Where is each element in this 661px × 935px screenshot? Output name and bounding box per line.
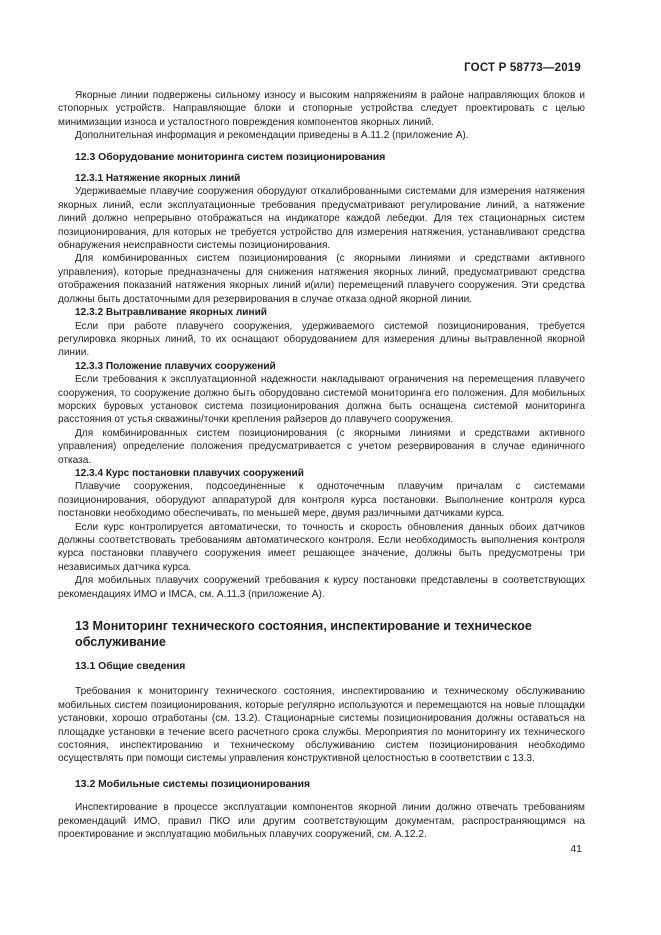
paragraph: Плавучие сооружения, подсоединенные к одноточечным плавучим причалам с системами позиционирования, оборудуют аппаратурой для контроля курса постановки. Выполнение контроля курса постановки необходимо обеспечивать, по меньшей мере, двумя различными датчиками курса. [58,481,585,520]
subsection-heading-12-3-4: 12.3.4 Курс постановки плавучих сооружений [75,467,304,479]
paragraph: Если при работе плавучего сооружения, удерживаемого системой позиционирования, требуется регулировка якорных линий, то их оснащают оборудованием для измерения длины вытравленной якорной линии. [58,320,585,359]
subsection-heading-12-3-1: 12.3.1 Натяжение якорных линий [75,173,241,185]
paragraph: Если курс контролируется автоматически, то точность и скорость обновления данных обоих датчиков должны соответствовать требованиям автоматического контроля. Если необходимость выполнения контроля курса постановки плавучего сооружения имеет решающее значение, должны быть предусмотрены три независимых датчика курса. [58,521,585,573]
section-heading-12-3: 12.3 Оборудование мониторинга систем позиционирования [75,151,386,163]
paragraph: Для комбинированных систем позиционирования (с якорными линиями и средствами активного управления) определение положения предусматривается с учетом резервирования в случае единичного отказа. [58,427,585,466]
paragraph: Для комбинированных систем позиционирования (с якорными линиями и средствами активного управления), которые предназначены для снижения натяжения якорных линий, предусматривают средства отображения показаний натяжения якорных линий и(или) перемещений плавучего сооружения. Эти средства должны быть достаточными для резервирования в случае отказа одной якорной линии. [58,253,585,305]
paragraph: Если требования к эксплуатационной надежности накладывают ограничения на перемещения плавучего сооружения, то сооружение должно быть оборудовано системой мониторинга его положения. Для мобильных морских буровых установок система позиционирования должна быть оснащена системой мониторинга расстояния от устья скважины/точки крепления райзеров до плавучего сооружения. [58,374,585,426]
paragraph: Дополнительная информация и рекомендации приведены в А.11.2 (приложение А). [75,130,469,142]
page-body [58,89,585,842]
paragraph: Инспектирование в процессе эксплуатации компонентов якорной линии должно отвечать требованиям рекомендаций ИМО, правил ПКО или другим соответствующим документам, распространяющимся на проектирование и эксплуатацию мобильных плавучих сооружений, см. А.12.2. [58,802,585,841]
section-heading-13: 13 Мониторинг технического состояния, инспектирование и техническое обслуживание [75,619,532,649]
subsection-heading-12-3-3: 12.3.3 Положение плавучих сооружений [75,360,276,372]
paragraph: Требования к мониторингу технического состояния, инспектированию и техническому обслуживанию мобильных систем позиционирования, которые регулярно используются и перемещаются на новые площадки установки, хорошо отработаны (см. 13.2). Стационарные системы позиционирования должны оставаться на площадке установки в течение всего расчетного срока службы. Мероприятия по мониторингу их технического состояния, инспектированию и техническому обслуживанию систем позиционирования необходимо осуществлять при помощи системы управления конструктивной целостностью в соответствии с 13.3. [58,686,585,765]
paragraph: Удерживаемые плавучие сооружения оборудуют откалиброванными системами для измерения натяжения якорных линий, если эксплуатационные требования предусматривают регулирование линий, а натяжение линий должно непрерывно отображаться на индикаторе каждой лебедки. Для тех стационарных систем позиционирования, для которых не требуется устройство для измерения натяжения, устанавливают средства обнаружения неисправности системы позиционирования. [58,186,585,252]
page-number: 41 [570,843,582,855]
section-heading-13-2: 13.2 Мобильные системы позиционирования [75,778,311,790]
standard-number: ГОСТ Р 58773—2019 [464,62,581,74]
paragraph: Для мобильных плавучих сооружений требования к курсу постановки представлены в соответствующих рекомендациях ИМО и IMCA, см. А.11.3 (приложение А). [58,575,585,600]
subsection-heading-12-3-2: 12.3.2 Вытравливание якорных линий [75,307,267,319]
section-heading-13-1: 13.1 Общие сведения [75,661,186,673]
paragraph: Якорные линии подвержены сильному износу и высоким напряжениям в районе направляющих блоков и стопорных устройств. Направляющие блоки и стопорные устройства следует проектировать с целью минимизации износа и усталостного повреждения компонентов якорных линий. [58,90,585,128]
